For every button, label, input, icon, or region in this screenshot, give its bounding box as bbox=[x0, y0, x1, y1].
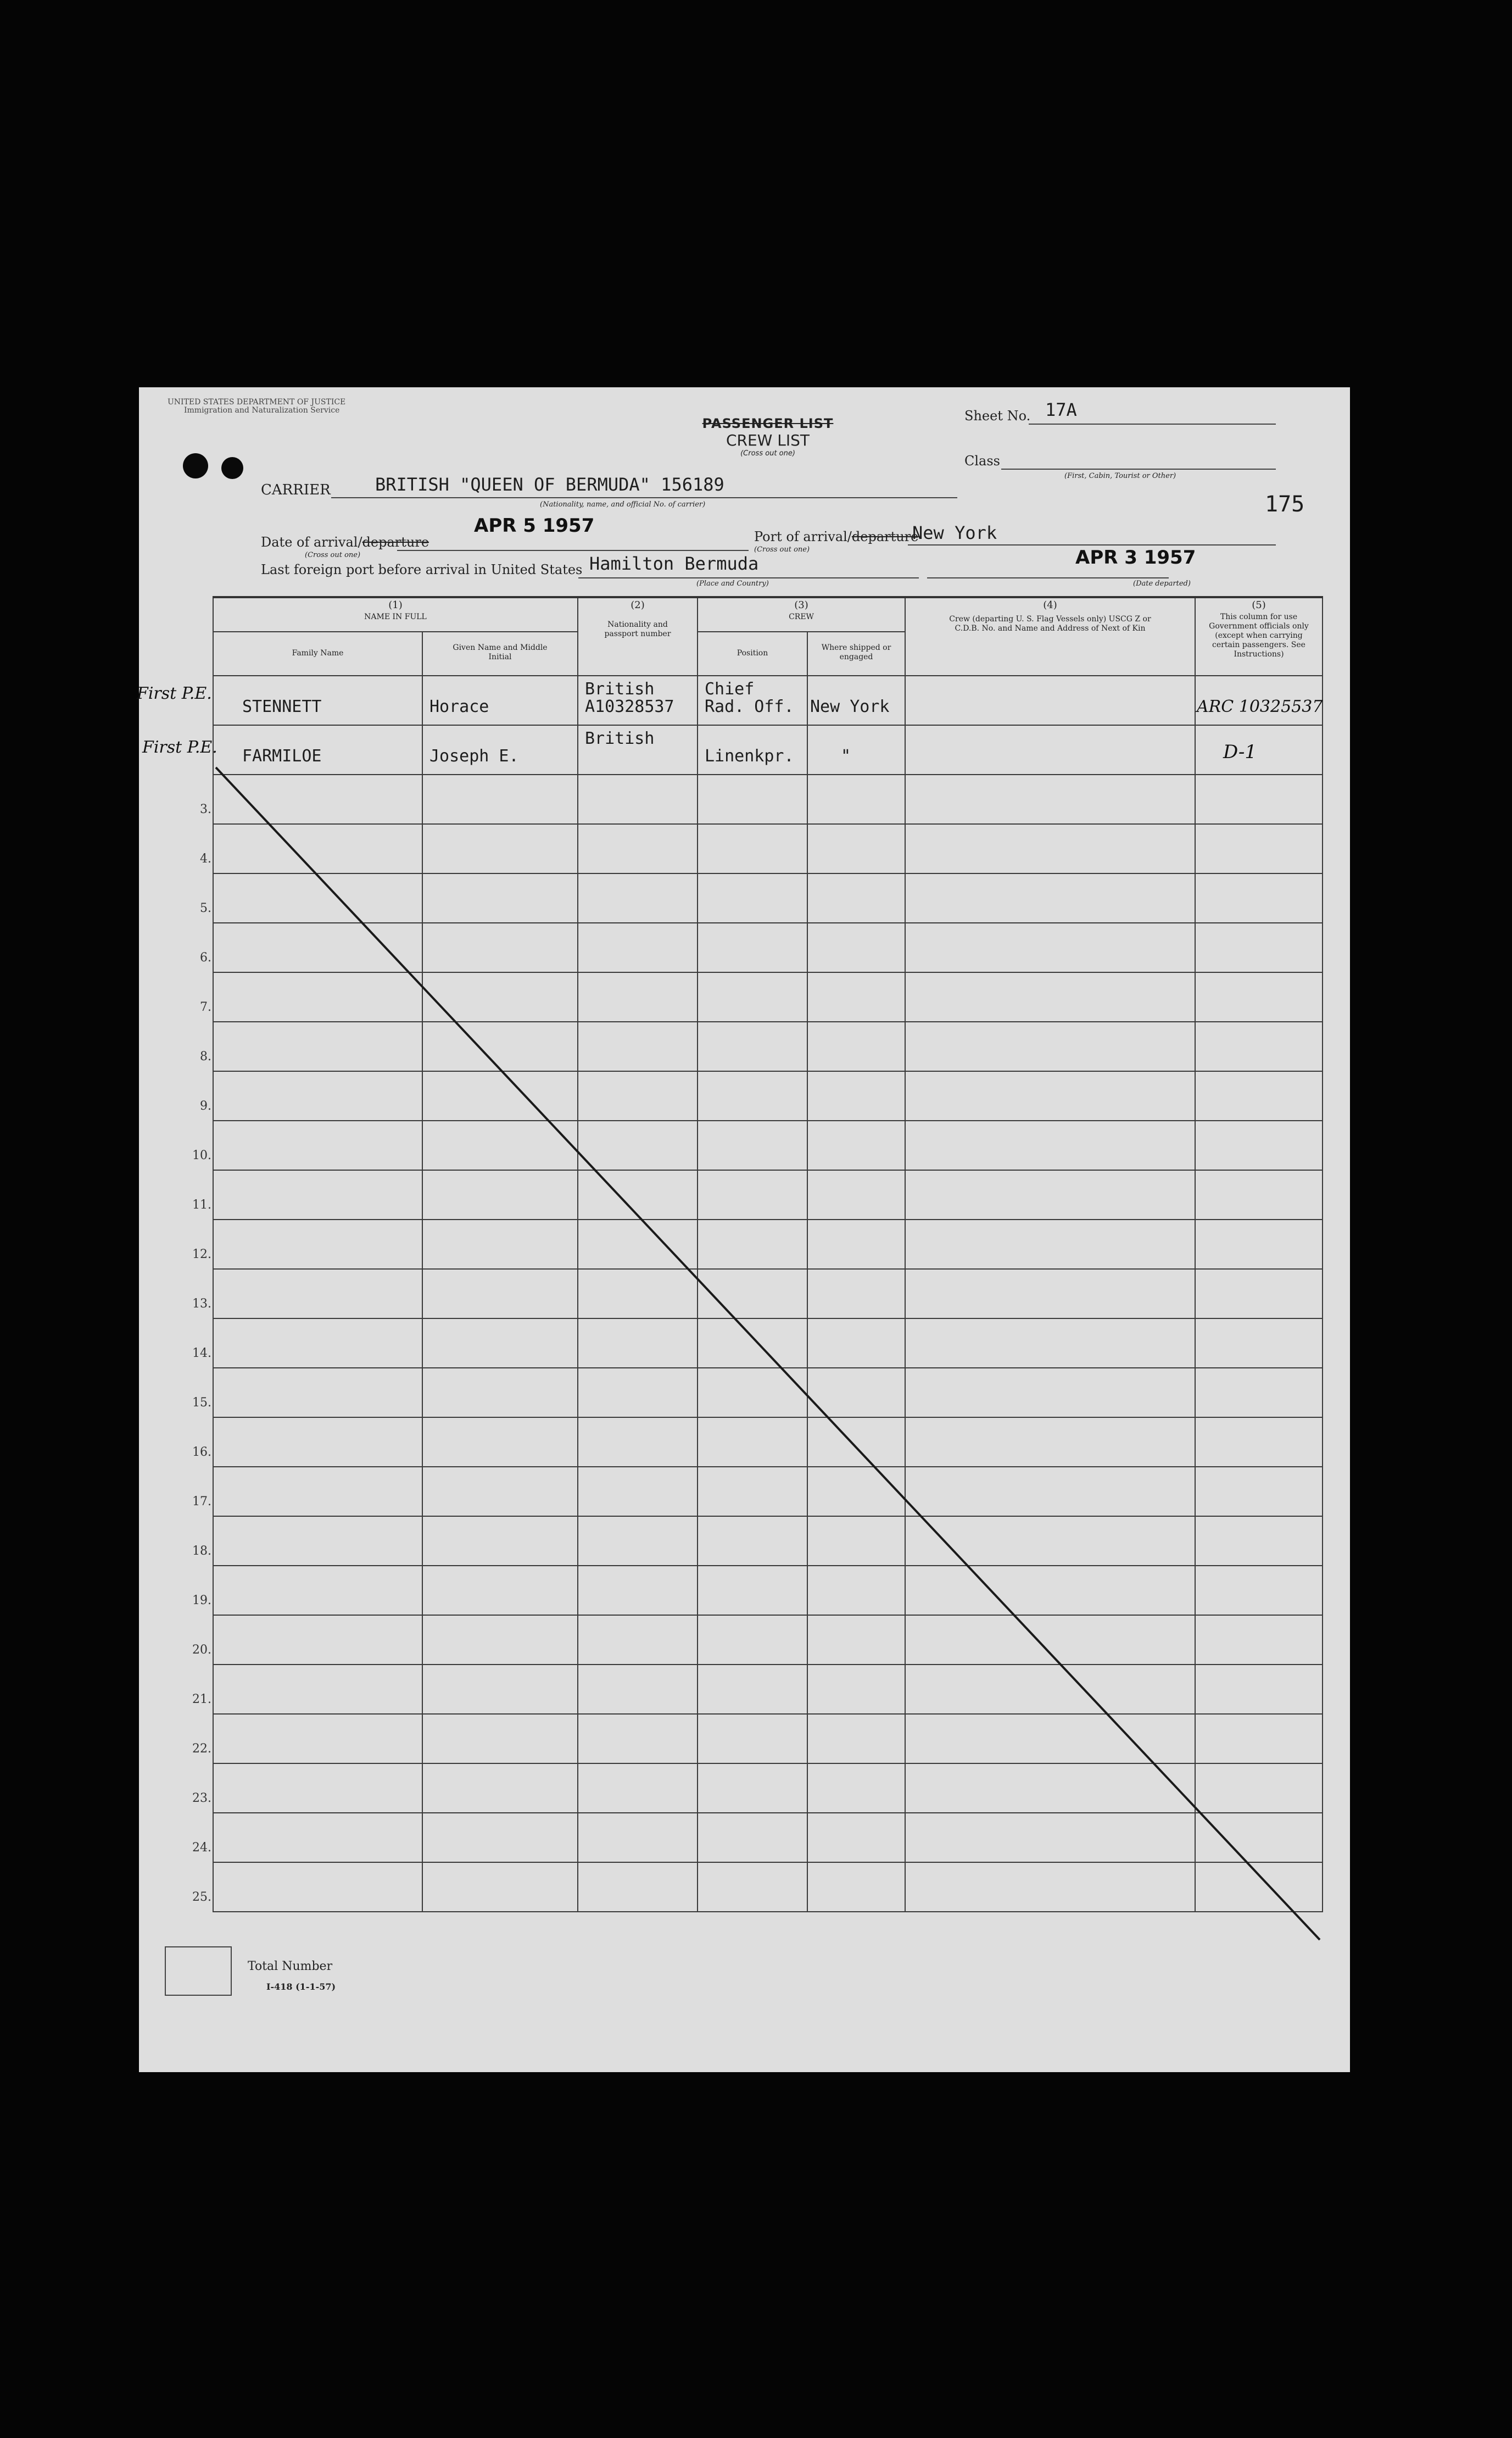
row-number: 14. bbox=[192, 1346, 211, 1360]
position: Linenkpr. bbox=[705, 747, 794, 766]
form-title: CREW LIST bbox=[726, 431, 810, 449]
cancellation-line bbox=[139, 387, 1350, 2072]
form-number: I-418 (1-1-57) bbox=[266, 1981, 336, 1992]
col4-num: (4) bbox=[1043, 599, 1057, 611]
total-number-box bbox=[165, 1946, 232, 1996]
title-note: (Cross out one) bbox=[740, 449, 795, 458]
last-port-label: Last foreign port before arrival in United States bbox=[261, 562, 583, 577]
row-number: 3. bbox=[200, 803, 211, 816]
row-number: 4. bbox=[200, 852, 211, 866]
position: Chief bbox=[705, 680, 755, 699]
row-number: 25. bbox=[192, 1890, 211, 1904]
position-line-2: Rad. Off. bbox=[705, 697, 794, 716]
row-number: 24. bbox=[192, 1841, 211, 1855]
margin-note: First P.E. bbox=[142, 738, 217, 757]
col3-title: CREW bbox=[789, 613, 814, 621]
port-arrival-value: New York bbox=[912, 522, 997, 543]
class-label: Class bbox=[964, 453, 1000, 469]
col1-num: (1) bbox=[388, 599, 403, 611]
row-number: 22. bbox=[192, 1742, 211, 1756]
date-note: (Cross out one) bbox=[305, 551, 361, 559]
col4-header: Crew (departing U. S. Flag Vessels only) USCG Z or C.D.B. No. and Name and Address of Next of Kin bbox=[949, 615, 1151, 633]
row-number: 20. bbox=[192, 1643, 211, 1657]
date-struck: departure bbox=[362, 535, 429, 550]
given-name: Horace bbox=[429, 697, 489, 716]
date-label: Date of arrival/ bbox=[261, 535, 362, 550]
row-number: 11. bbox=[192, 1198, 211, 1212]
row-number: 15. bbox=[192, 1396, 211, 1410]
col3a-header: Position bbox=[737, 649, 768, 658]
row-number: 13. bbox=[192, 1297, 211, 1311]
carrier-note: (Nationality, name, and official No. of carrier) bbox=[540, 500, 706, 509]
official-note: D-1 bbox=[1223, 741, 1257, 763]
agency-line-2: Immigration and Naturalization Service bbox=[184, 406, 340, 415]
col2-header: Nationality and passport number bbox=[604, 620, 671, 638]
row-number: 5. bbox=[200, 901, 211, 915]
date-departed-note: (Date departed) bbox=[1133, 580, 1191, 588]
row-number: 23. bbox=[192, 1791, 211, 1805]
official-note: ARC 10325537 bbox=[1197, 697, 1323, 716]
row-number: 7. bbox=[200, 1000, 211, 1014]
row-number: 19. bbox=[192, 1594, 211, 1607]
where-shipped: " bbox=[841, 747, 851, 766]
row-number: 12. bbox=[192, 1248, 211, 1261]
carrier-value: BRITISH "QUEEN OF BERMUDA" 156189 bbox=[375, 474, 724, 495]
family-name: FARMILOE bbox=[242, 747, 322, 766]
col3-num: (3) bbox=[794, 599, 808, 611]
sheet-label: Sheet No. bbox=[964, 408, 1031, 424]
where-shipped: New York bbox=[810, 697, 890, 716]
port-note: (Cross out one) bbox=[754, 546, 810, 554]
margin-note: First P.E. bbox=[137, 684, 212, 703]
given-name: Joseph E. bbox=[429, 747, 519, 766]
date-arrival-stamp: APR 5 1957 bbox=[474, 515, 595, 537]
col5-num: (5) bbox=[1252, 599, 1266, 611]
passport-number: A10328537 bbox=[585, 697, 674, 716]
family-name: STENNETT bbox=[242, 697, 322, 716]
col1-title: NAME IN FULL bbox=[364, 613, 427, 621]
row-number: 17. bbox=[192, 1495, 211, 1509]
port-label: Port of arrival/ bbox=[754, 529, 852, 544]
row-number: 18. bbox=[192, 1544, 211, 1558]
row-number: 9. bbox=[200, 1099, 211, 1113]
last-port-value: Hamilton Bermuda bbox=[589, 553, 759, 574]
port-struck: departure bbox=[851, 529, 919, 544]
nationality: British bbox=[585, 680, 655, 699]
sheet-number: 17A bbox=[1045, 399, 1077, 420]
total-number-label: Total Number bbox=[248, 1960, 333, 1973]
crew-list-form bbox=[139, 387, 1350, 2072]
class-note: (First, Cabin, Tourist or Other) bbox=[1064, 472, 1176, 480]
nationality: British bbox=[585, 729, 655, 748]
row-number: 6. bbox=[200, 951, 211, 965]
col5-header: This column for use Government officials only (except when carrying certain passengers. See Instructions) bbox=[1209, 613, 1309, 659]
agency-line-1: UNITED STATES DEPARTMENT OF JUSTICE bbox=[168, 398, 346, 407]
last-port-note: (Place and Country) bbox=[696, 580, 769, 588]
col2-num: (2) bbox=[631, 599, 645, 611]
row-number: 8. bbox=[200, 1050, 211, 1064]
col3b-header: Where shipped or engaged bbox=[821, 643, 891, 661]
page-number: 175 bbox=[1265, 492, 1305, 517]
date-departed-stamp: APR 3 1957 bbox=[1075, 547, 1196, 569]
title-struck: PASSENGER LIST bbox=[702, 416, 834, 431]
row-number: 10. bbox=[192, 1149, 211, 1162]
col1a-header: Family Name bbox=[292, 649, 344, 658]
row-number: 21. bbox=[192, 1693, 211, 1706]
col1b-header: Given Name and Middle Initial bbox=[453, 643, 548, 661]
row-number: 16. bbox=[192, 1445, 211, 1459]
carrier-label: CARRIER bbox=[261, 482, 331, 498]
